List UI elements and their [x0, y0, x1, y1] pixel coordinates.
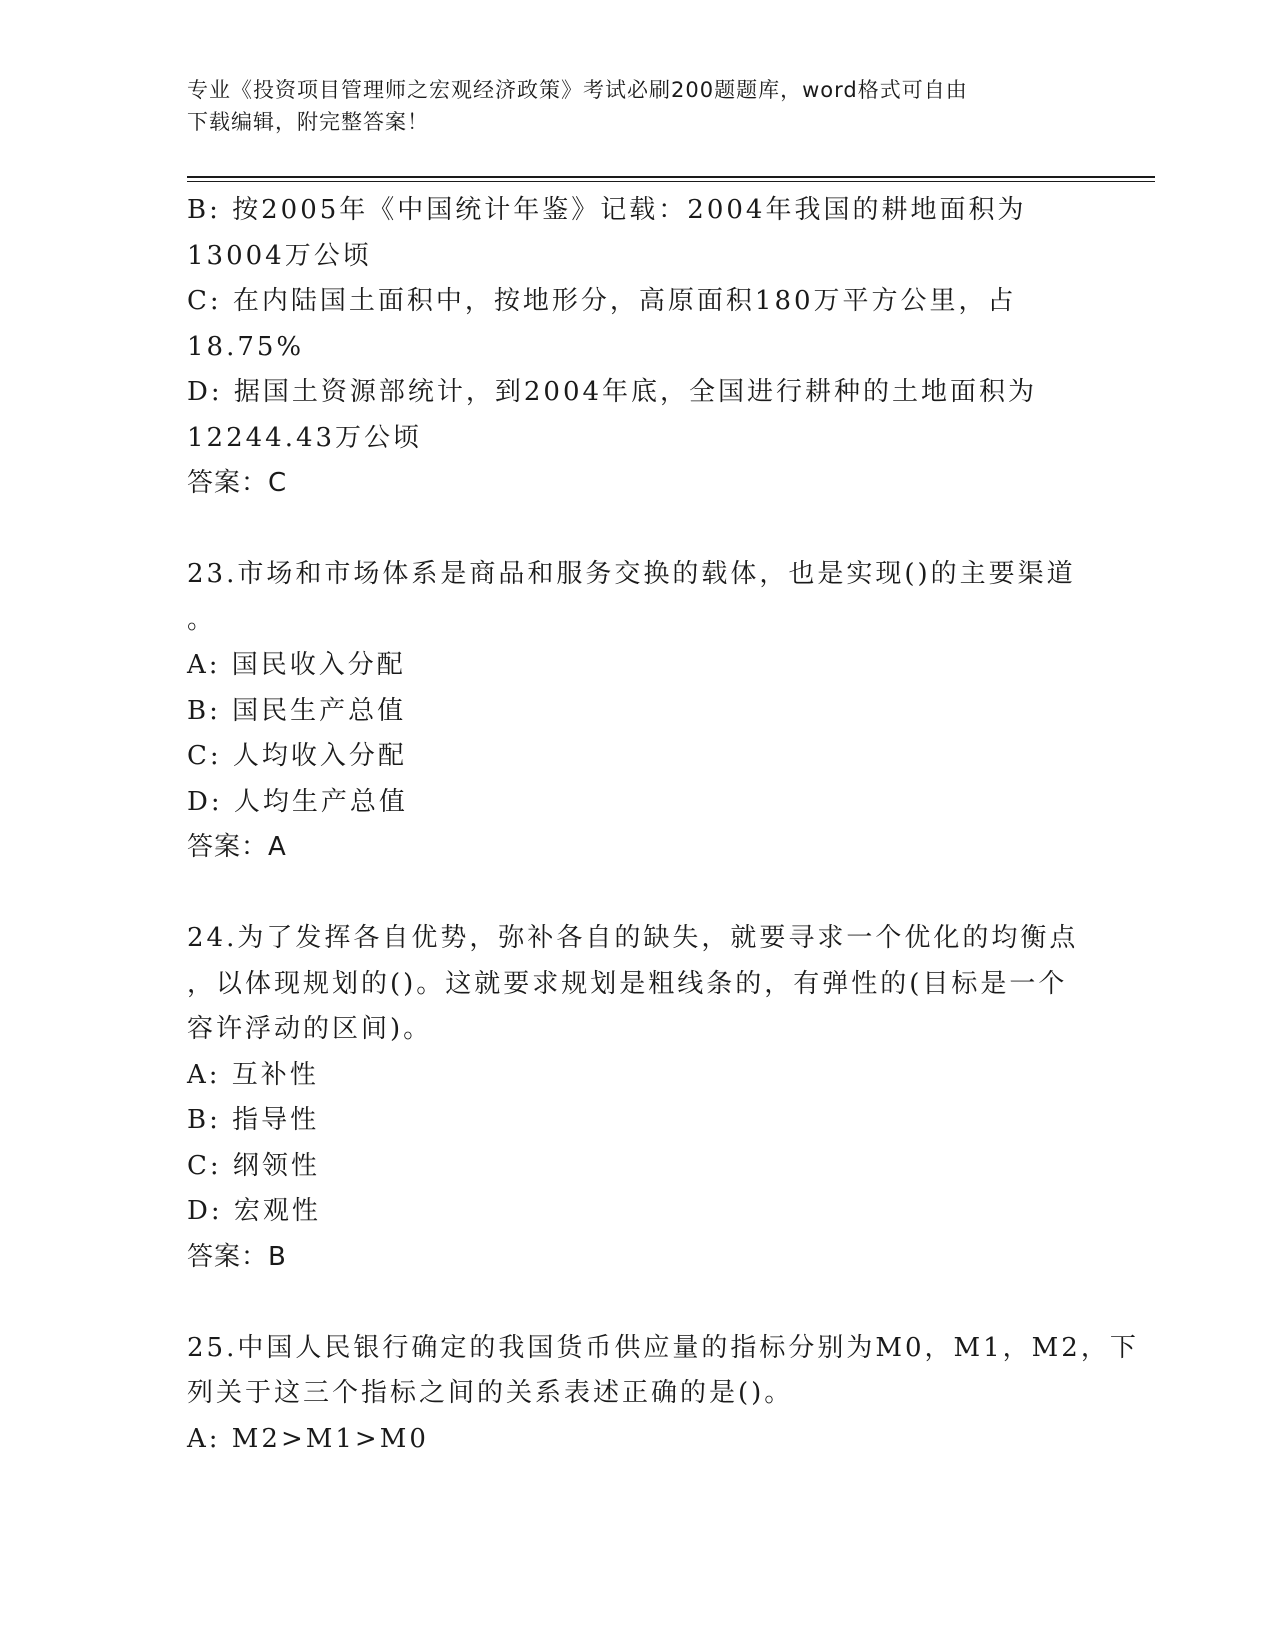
- option-b: B: 国民生产总值: [187, 695, 407, 726]
- spacer: [187, 507, 1087, 553]
- question-stem-line-3: 容许浮动的区间)。: [187, 1014, 433, 1044]
- option-b-line-2: 13004万公顷: [187, 240, 372, 271]
- document-header: [187, 74, 1087, 138]
- question-stem-line-1: 25.中国人民银行确定的我国货币供应量的指标分别为M0，M1，M2，下: [187, 1332, 1139, 1363]
- question-stem-line-1: 23.市场和市场体系是商品和服务交换的载体，也是实现()的主要渠道: [187, 559, 1076, 589]
- option-c-line-1: C: 在内陆国土面积中，按地形分，高原面积180万平方公里，占: [187, 286, 1017, 316]
- option-b-line-1: B: 按2005年《中国统计年鉴》记载：2004年我国的耕地面积为: [187, 195, 1027, 225]
- header-divider-thick: [187, 176, 1155, 178]
- question-23: [187, 552, 1087, 871]
- option-d: D: 宏观性: [187, 1196, 321, 1226]
- answer-label: 答案：B: [187, 1241, 287, 1272]
- option-a: A: 国民收入分配: [187, 650, 406, 680]
- option-a: A: M2>M1>M0: [187, 1423, 429, 1454]
- option-d: D: 人均生产总值: [187, 786, 408, 817]
- spacer: [187, 1280, 1087, 1326]
- option-d-line-2: 12244.43万公顷: [187, 422, 423, 453]
- question-24: [187, 916, 1087, 1280]
- spacer: [187, 871, 1087, 917]
- option-d-line-1: D: 据国土资源部统计，到2004年底，全国进行耕种的土地面积为: [187, 377, 1038, 407]
- question-22: [187, 188, 1087, 507]
- question-content: [187, 188, 1139, 1462]
- question-stem-line-2: 列关于这三个指标之间的关系表述正确的是()。: [187, 1378, 794, 1408]
- option-c-line-2: 18.75%: [187, 331, 305, 362]
- option-c: C: 人均收入分配: [187, 741, 407, 771]
- option-c: C: 纲领性: [187, 1150, 320, 1181]
- header-line-2: 下载编辑，附完整答案！: [187, 110, 429, 134]
- question-25: [187, 1326, 1139, 1463]
- answer-label: 答案：C: [187, 468, 288, 498]
- header-divider-thin: [187, 181, 1155, 182]
- answer-label: 答案：A: [187, 832, 287, 862]
- question-stem-line-1: 24.为了发挥各自优势，弥补各自的缺失，就要寻求一个优化的均衡点: [187, 923, 1079, 953]
- question-stem-line-2: ，以体现规划的()。这就要求规划是粗线条的，有弹性的(目标是一个: [187, 968, 1068, 999]
- header-line-1: 专业《投资项目管理师之宏观经济政策》考试必刷200题题库，word格式可自由: [187, 78, 968, 102]
- question-stem-line-2: 。: [187, 604, 217, 635]
- option-b: B: 指导性: [187, 1105, 320, 1135]
- option-a: A: 互补性: [187, 1059, 319, 1090]
